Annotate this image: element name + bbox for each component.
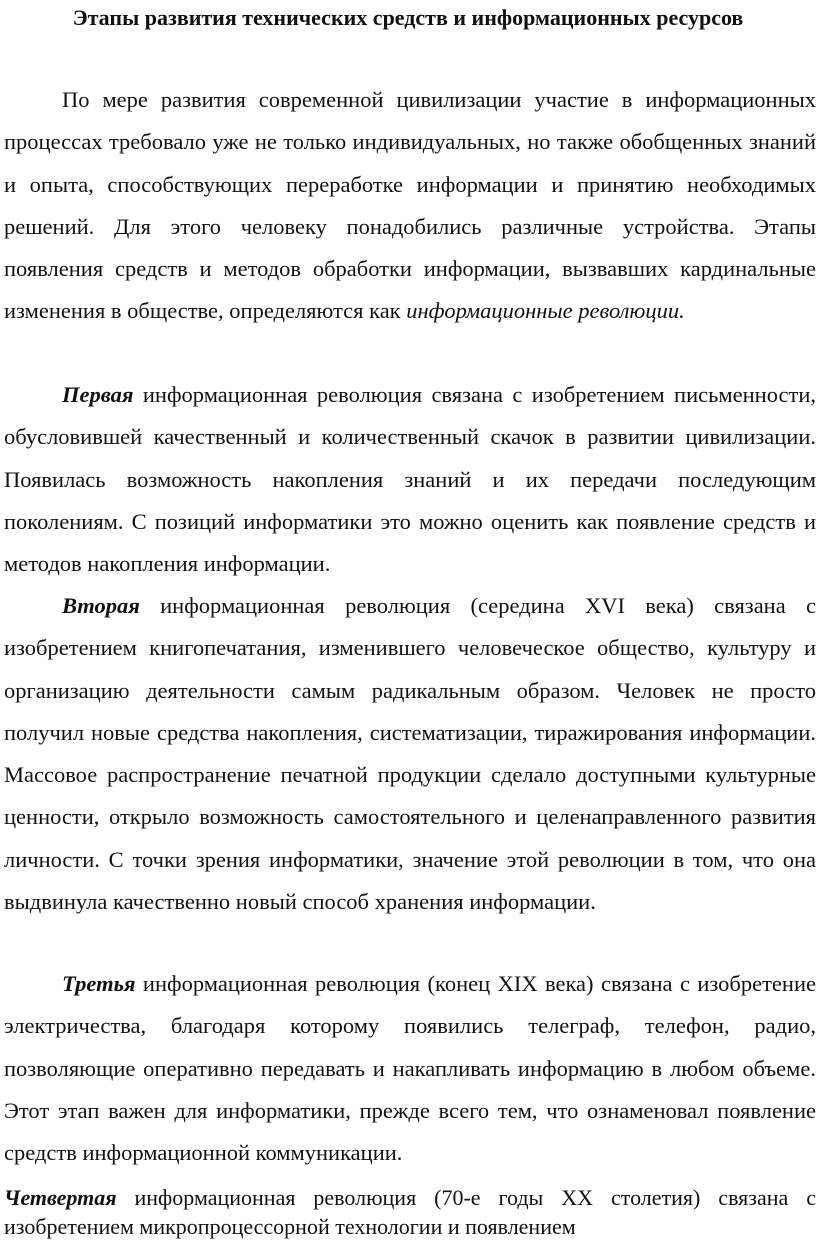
paragraph-third-revolution	[4, 963, 816, 1174]
paragraph-lead-word: Вторая	[62, 593, 140, 618]
paragraph-first-revolution	[4, 374, 816, 585]
paragraph-text: информационная революция (конец XIX века) связана с изобретение электричества, благодаря которому появились телеграф, телефон, радио, позволяющие оперативно передавать и накапливать информацию в любом объеме. Этот этап важен для информатики, прежде всего тем, что ознаменовал появление средств информационной коммуникации.	[4, 971, 816, 1166]
paragraph-text: информационная революция (70-е годы XX столетия) связана с изобретением микропроцессорной технологии и появлением	[4, 1185, 816, 1239]
paragraph-fourth-revolution	[4, 1183, 816, 1241]
paragraph-text: По мере развития современной цивилизации участие в информационных процессах требовало уже не только индивидуальных, но также обобщенных знаний и опыта, способствующих переработке информации и принятию необходимых решений. Для этого человеку понадобились различные устройства. Этапы появления средств и методов обработки информации, вызвавших кардинальные изменения в обществе, определяются как	[4, 87, 816, 324]
paragraph-text: информационная революция связана с изобретением письменности, обусловившей качественный и количественный скачок в развитии цивилизации. Появилась возможность накопления знаний и их передачи последующим поколениям. С позиций информатики это можно оценить как появление средств и методов накопления информации.	[4, 382, 816, 577]
italic-term: информационные революции.	[406, 298, 685, 324]
paragraph-second-revolution	[4, 585, 816, 923]
paragraph-text: информационная революция (середина XVI века) связана с изобретением книгопечатания, изменившего человеческое общество, культуру и организацию деятельности самым радикальным образом. Человек не просто получил новые средства накопления, систематизации, тиражирования информации. Массовое распространение печатной продукции сделало доступными культурные ценности, открыло возможность самостоятельного и целенаправленного развития личности. С точки зрения информатики, значение этой революции в том, что она выдвинула качественно новый способ хранения информации.	[4, 593, 816, 915]
paragraph-lead-word: Четвертая	[4, 1185, 117, 1210]
document-title: Этапы развития технических средств и информационных ресурсов	[72, 5, 744, 30]
paragraph-lead-word: Первая	[62, 382, 134, 407]
paragraph-lead-word: Третья	[62, 971, 136, 996]
paragraph-intro	[4, 79, 816, 333]
